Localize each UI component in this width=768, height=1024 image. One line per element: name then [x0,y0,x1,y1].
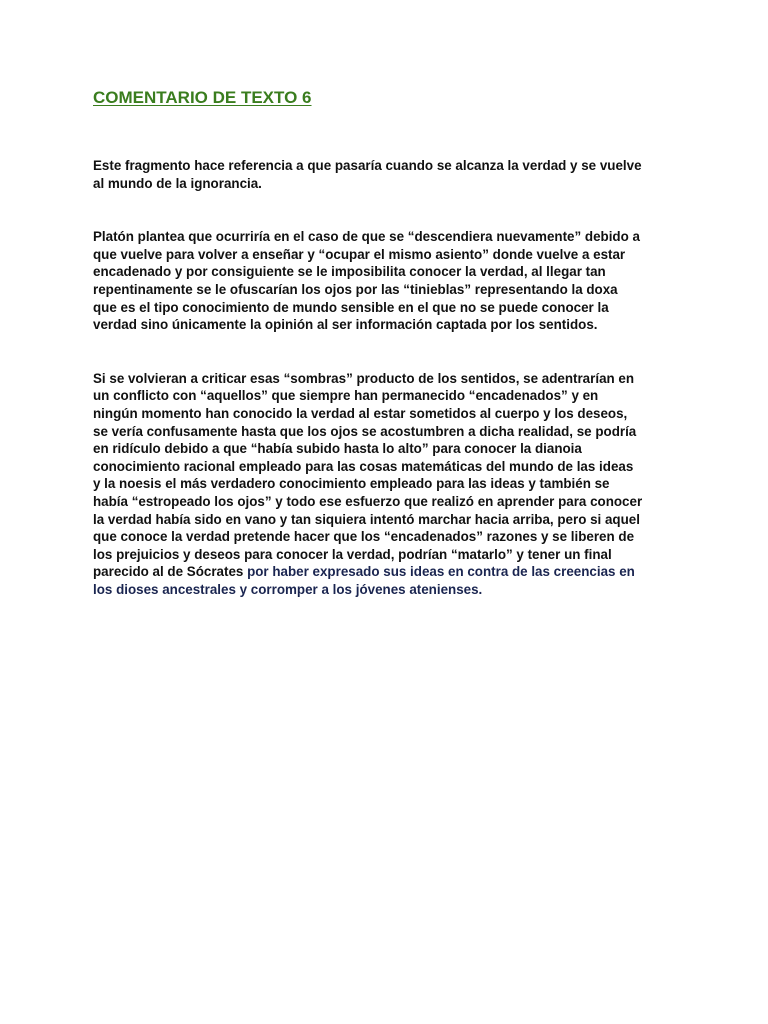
paragraph-line: se vería confusamente hasta que los ojos se acostumbren a dicha realidad, se podría [93,423,637,439]
paragraph-line: un conflicto con “aquellos” que siempre han permanecido “encadenados” y en [93,388,599,404]
paragraph-text-dark: parecido al de Sócrates [93,564,248,580]
paragraph-line: en ridículo debido a que “había subido hasta lo alto” para conocer la dianoia [93,441,582,457]
paragraph-line: repentinamente se le ofuscarían los ojos por las “tinieblas” representando la doxa [93,281,618,297]
paragraph-line: la verdad había sido en vano y tan siquiera intentó marchar hacia arriba, pero si aquel [93,511,640,527]
paragraph-line: que vuelve para volver a enseñar y “ocupar el mismo asiento” donde vuelve a estar [93,246,626,262]
paragraph-3 [93,370,683,599]
paragraph-line: verdad sino únicamente la opinión al ser información captada por los sentidos. [93,317,598,333]
paragraph-2 [93,228,683,334]
paragraph-line: encadenado y por consiguiente se le imposibilita conocer la verdad, al llegar tan [93,264,606,280]
paragraph-line: y la noesis el más verdadero conocimiento empleado para las ideas y también se [93,476,610,492]
paragraph-line: había “estropeado los ojos” y todo ese esfuerzo que realizó en aprender para conocer [93,493,643,509]
paragraph-line: Este fragmento hace referencia a que pasaría cuando se alcanza la verdad y se vuelve [93,158,642,173]
paragraph-line: que conoce la verdad pretende hacer que los “encadenados” razones y se liberen de [93,529,635,545]
paragraph-line: los dioses ancestrales y corromper a los jóvenes atenienses. [93,581,483,597]
paragraph-line: conocimiento racional empleado para las cosas matemáticas del mundo de las ideas [93,458,634,474]
paragraph-line: ningún momento han conocido la verdad al estar sometidos al cuerpo y los deseos, [93,405,628,421]
paragraph-line: Platón plantea que ocurriría en el caso de que se “descendiera nuevamente” debido a [93,229,640,245]
paragraph-line: que es el tipo conocimiento de mundo sensible en el que no se puede conocer la [93,299,609,315]
document-title: COMENTARIO DE TEXTO 6 [93,88,312,107]
document-page [93,86,683,598]
paragraph-line: Si se volvieran a criticar esas “sombras” producto de los sentidos, se adentrarían en [93,370,635,386]
paragraph-line: al mundo de la ignorancia. [93,175,262,191]
paragraph-line: los prejuicios y deseos para conocer la verdad, podrían “matarlo” y tener un final [93,546,612,562]
paragraph-line-mixed [93,563,683,581]
paragraph-1 [93,157,683,192]
paragraph-text-navy: por haber expresado sus ideas en contra de las creencias en [247,564,635,580]
